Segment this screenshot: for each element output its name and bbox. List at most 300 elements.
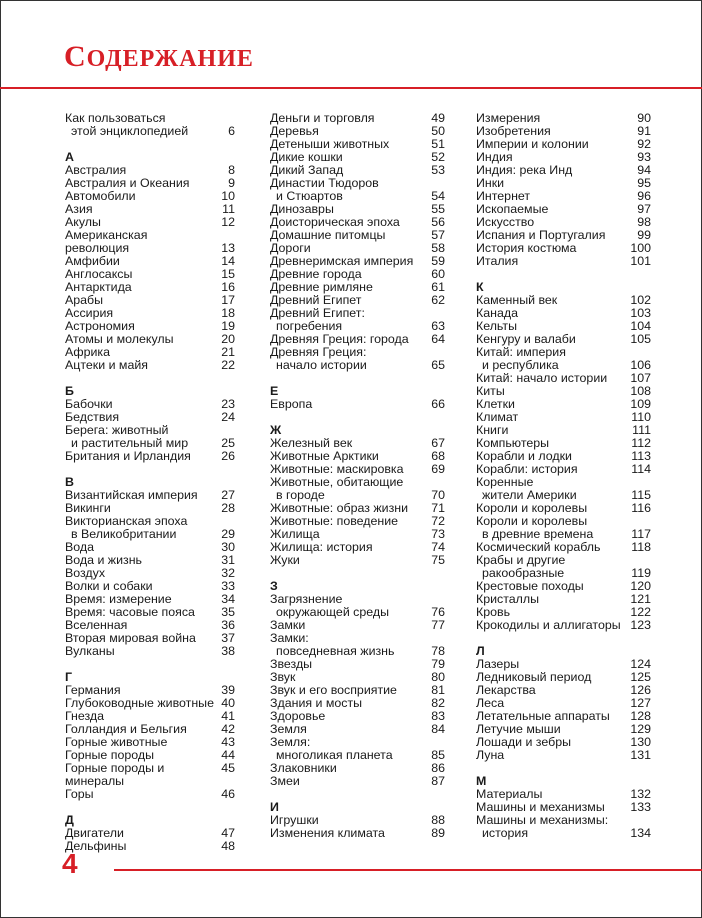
toc-page-number: 129 [630,722,651,736]
toc-entry-label: Динозавры [270,202,334,216]
toc-page-number: 17 [221,293,235,307]
toc-entry-label: Животные: поведение [270,514,399,528]
toc-entry-label: Коренные [476,475,534,489]
toc-entry-label: Древняя Греция: города [270,332,409,346]
toc-entry-label: Берега: животный [65,423,169,437]
toc-entry-label: Антарктида [65,280,132,294]
toc-page-number: 104 [630,319,651,333]
toc-page-number: 122 [630,605,651,619]
toc-entry-label: Деньги и торговля [270,111,375,125]
section-gap [270,411,445,424]
footer-rule [114,869,702,871]
toc-page-number: 101 [630,254,651,268]
toc-page-number: 28 [221,501,235,515]
toc-entry-label: Железный век [270,436,353,450]
toc-page-number: 25 [221,436,235,450]
toc-page-number: 120 [630,579,651,593]
toc-page-number: 27 [221,488,235,502]
section-gap [65,138,235,151]
toc-page-number: 33 [221,579,235,593]
toc-entry-label: Кенгуру и валаби [476,332,576,346]
toc-page-number: 92 [637,137,651,151]
toc-entry [65,840,235,853]
toc-entry [270,775,445,788]
toc-page-number: 8 [228,163,235,177]
toc-entry-label: Дороги [270,241,311,255]
toc-entry-label: Индия: река Инд [476,163,573,177]
toc-entry-label: Древнеримская империя [270,254,414,268]
toc-entry [476,255,651,268]
toc-entry [65,788,235,801]
toc-page-number: 70 [431,488,445,502]
toc-entry-label: Китай: начало истории [476,371,608,385]
toc-entry-label: Замки: [270,631,309,645]
section-letter: З [270,579,278,593]
toc-page-number: 73 [431,527,445,541]
toc-entry [476,619,651,632]
toc-entry-label: Замки [270,618,306,632]
toc-page-number: 88 [431,813,445,827]
toc-entry-label: Горные животные [65,735,168,749]
toc-page-number: 71 [431,501,445,515]
toc-entry-continuation: этой энциклопедией [71,124,189,138]
toc-entry-label: Космический корабль [476,540,601,554]
toc-page-number: 49 [431,111,445,125]
toc-page-number: 87 [431,774,445,788]
toc-entry-label: Короли и королевы [476,501,588,515]
toc-page-number: 117 [631,527,651,541]
toc-page-number: 45 [221,761,235,775]
section-letter: Б [65,384,74,398]
toc-entry-label: Вода [65,540,95,554]
section-letter: Ж [270,423,282,437]
toc-entry-label: Династии Тюдоров [270,176,379,190]
toc-entry [270,554,445,567]
toc-entry-label: Дикий Запад [270,163,344,177]
toc-entry-label: Бабочки [65,397,113,411]
toc-entry-label: Деревья [270,124,319,138]
toc-entry-label: Каменный век [476,293,558,307]
toc-page-number: 93 [637,150,651,164]
toc-entry-label: Вторая мировая война [65,631,196,645]
toc-entry-label: Материалы [476,787,543,801]
toc-entry-label: Германия [65,683,121,697]
toc-entry-continuation: история [482,826,529,840]
toc-page-number: 13 [221,241,235,255]
section-gap [65,463,235,476]
toc-entry-label: Кристаллы [476,592,540,606]
toc-page-number: 16 [221,280,235,294]
toc-page-number: 128 [630,709,651,723]
toc-page-number: 89 [431,826,445,840]
toc-page-number: 82 [431,696,445,710]
toc-entry-label: Игрушки [270,813,319,827]
toc-entry-continuation: и Стюартов [276,189,343,203]
toc-page-number: 42 [221,722,235,736]
toc-entry-label: Кельты [476,319,517,333]
section-gap [270,372,445,385]
toc-page-number: 130 [630,735,651,749]
toc-page-number: 44 [221,748,235,762]
toc-page-number: 115 [631,488,651,502]
toc-page-number: 24 [221,410,235,424]
toc-page-number: 37 [221,631,235,645]
page-title [64,40,254,74]
toc-page-number: 52 [431,150,445,164]
toc-entry-label: Горные породы и минералы [65,761,165,788]
toc-page-number: 113 [631,449,651,463]
toc-entry-label: Жуки [270,553,300,567]
toc-page-number: 41 [221,709,235,723]
toc-entry [270,359,445,372]
toc-entry-label: Американская [65,228,148,242]
toc-entry-continuation: повседневная жизнь [276,644,395,658]
toc-page-number: 127 [630,696,651,710]
toc-page-number: 132 [630,787,651,801]
toc-page-number: 79 [431,657,445,671]
toc-page-number: 100 [630,241,651,255]
toc-page-number: 90 [637,111,651,125]
toc-entry-label: История костюма [476,241,577,255]
toc-page-number: 26 [221,449,235,463]
toc-entry-label: Британия и Ирландия [65,449,191,463]
toc-entry-continuation: начало истории [276,358,367,372]
toc-page-number: 86 [431,761,445,775]
toc-entry-label: Вода и жизнь [65,553,142,567]
toc-entry-label: Италия [476,254,519,268]
toc-entry-label: Древний Египет: [270,306,365,320]
toc-page-number: 20 [221,332,235,346]
toc-entry-label: Викинги [65,501,111,515]
toc-page-number: 61 [431,280,445,294]
toc-page-number: 107 [630,371,651,385]
toc-entry-label: Животные Арктики [270,449,379,463]
toc-page-number: 10 [221,189,235,203]
toc-entry-label: Киты [476,384,505,398]
toc-page-number: 97 [637,202,651,216]
toc-entry-continuation: в Великобритании [71,527,177,541]
toc-page-number: 14 [221,254,235,268]
toc-page-number: 94 [637,163,651,177]
title-rest: ОДЕРЖАНИЕ [86,46,254,72]
toc-page-number: 99 [637,228,651,242]
toc-page-number: 108 [630,384,651,398]
toc-entry-label: Леса [476,696,505,710]
toc-page-number: 110 [631,410,651,424]
section-gap [270,567,445,580]
toc-page-number: 6 [228,124,235,138]
toc-page-number: 131 [630,748,651,762]
toc-entry-label: Животные, обитающие [270,475,404,489]
toc-page-number: 126 [630,683,651,697]
toc-entry-label: Ацтеки и майя [65,358,148,372]
toc-entry-label: Звезды [270,657,313,671]
toc-page-number: 43 [221,735,235,749]
toc-page-number: 50 [431,124,445,138]
toc-page-number: 78 [431,644,445,658]
toc-entry-label: Время: измерение [65,592,172,606]
toc-page-number: 21 [221,345,235,359]
section-letter: Г [65,670,73,684]
toc-page-number: 56 [431,215,445,229]
toc-entry-label: Гнезда [65,709,105,723]
toc-page-number: 91 [637,124,651,138]
toc-page-number: 40 [221,696,235,710]
toc-entry-label: Австралия и Океания [65,176,190,190]
toc-entry-label: Машины и механизмы [476,800,605,814]
toc-page-number: 81 [431,683,445,697]
toc-entry-label: Крокодилы и аллигаторы [476,618,621,632]
toc-entry [65,450,235,463]
toc-entry [476,749,651,762]
toc-page-number: 67 [431,436,445,450]
toc-entry-label: Интернет [476,189,531,203]
toc-page-number: 66 [431,397,445,411]
section-letter: Д [65,813,74,827]
toc-page-number: 124 [630,657,651,671]
toc-entry-label: Доисторическая эпоха [270,215,400,229]
section-letter: К [476,280,484,294]
toc-entry-label: Машины и механизмы: [476,813,609,827]
toc-page-number: 121 [630,592,651,606]
toc-page-number: 18 [221,306,235,320]
toc-entry-label: Амфибии [65,254,120,268]
toc-entry-label: Измерения [476,111,541,125]
toc-page-number: 72 [431,514,445,528]
toc-entry-label: Азия [65,202,93,216]
toc-entry-label: Лекарства [476,683,536,697]
toc-entry-label: Злаковники [270,761,337,775]
toc-page-number: 53 [431,163,445,177]
toc-entry-label: Звук и его восприятие [270,683,397,697]
toc-page-number: 116 [631,501,651,515]
toc-entry-label: Европа [270,397,313,411]
toc-entry-label: Как пользоваться [65,111,166,125]
toc-page-number: 55 [431,202,445,216]
toc-entry-label: Испания и Португалия [476,228,606,242]
toc-entry-continuation: в городе [276,488,325,502]
toc-entry [270,658,445,671]
toc-page-number: 109 [630,397,651,411]
toc-entry-label: Дикие кошки [270,150,343,164]
toc-entry-label: Древние римляне [270,280,373,294]
toc-entry-label: Кровь [476,605,511,619]
toc-page-number: 114 [631,462,651,476]
title-rule [0,87,702,89]
toc-entry-label: Крестовые походы [476,579,584,593]
toc-entry-label: Крабы и другие [476,553,566,567]
toc-entry-label: Корабли и лодки [476,449,572,463]
toc-column-2 [270,112,445,840]
toc-page-number: 85 [431,748,445,762]
toc-entry-continuation: и республика [482,358,559,372]
toc-entry [65,359,235,372]
toc-entry-label: Лазеры [476,657,520,671]
toc-page-number: 111 [632,423,651,437]
toc-entry-label: революция [65,241,130,255]
toc-page-number: 95 [637,176,651,190]
toc-page-number: 29 [221,527,235,541]
toc-entry-label: Жилища: история [270,540,373,554]
toc-page-number: 65 [431,358,445,372]
toc-entry-label: Земля: [270,735,311,749]
toc-entry-label: Змеи [270,774,300,788]
toc-page-number: 15 [221,267,235,281]
toc-entry [65,645,235,658]
toc-entry-label: Домашние питомцы [270,228,386,242]
toc-entry-label: Индия [476,150,513,164]
section-letter: А [65,150,74,164]
toc-page-number: 30 [221,540,235,554]
toc-page-number: 34 [221,592,235,606]
toc-entry-label: Климат [476,410,519,424]
toc-entry-label: Летательные аппараты [476,709,610,723]
toc-entry-label: Византийская империя [65,488,198,502]
toc-entry-label: Горы [65,787,94,801]
toc-entry-label: Канада [476,306,518,320]
section-letter: Л [476,644,485,658]
toc-page-number: 103 [630,306,651,320]
toc-entry [270,827,445,840]
toc-page-number: 59 [431,254,445,268]
toc-entry-label: Изменения климата [270,826,385,840]
toc-page-number: 47 [221,826,235,840]
toc-page-number: 22 [221,358,235,372]
toc-entry-label: Вулканы [65,644,115,658]
toc-page-number: 98 [637,215,651,229]
section-gap [476,632,651,645]
toc-entry-label: Китай: империя [476,345,566,359]
toc-entry-label: Древние города [270,267,362,281]
toc-entry [476,827,651,840]
toc-entry-label: Звук [270,670,296,684]
toc-entry-label: Англосаксы [65,267,133,281]
section-gap [476,268,651,281]
toc-page-number: 134 [630,826,651,840]
toc-entry-label: Загрязнение [270,592,343,606]
toc-page-number: 96 [637,189,651,203]
toc-page-number: 32 [221,566,235,580]
toc-entry [65,125,235,138]
section-letter: Е [270,384,279,398]
toc-page-number: 11 [222,202,235,216]
section-letter: М [476,774,487,788]
toc-entry-label: Клетки [476,397,515,411]
toc-page-number: 69 [431,462,445,476]
toc-page-number: 19 [221,319,235,333]
toc-entry-label: Двигатели [65,826,124,840]
toc-entry-label: Компьютеры [476,436,550,450]
toc-entry-label: Жилища [270,527,320,541]
toc-page-number: 68 [431,449,445,463]
toc-entry-continuation: многоликая планета [276,748,393,762]
toc-page-number: 112 [631,436,651,450]
toc-page-number: 31 [221,553,235,567]
toc-entry-label: Викторианская эпоха [65,514,188,528]
toc-entry-label: Африка [65,345,110,359]
toc-page-number: 39 [221,683,235,697]
toc-page-number: 119 [631,566,651,580]
toc-entry-label: Лошади и зебры [476,735,571,749]
toc-column-1 [65,112,235,853]
toc-page-number: 84 [431,722,445,736]
toc-entry-label: Инки [476,176,505,190]
section-gap [65,801,235,814]
toc-entry [65,762,235,788]
toc-page-number: 74 [431,540,445,554]
toc-page-number: 76 [431,605,445,619]
toc-page-number: 63 [431,319,445,333]
toc-page-number: 106 [630,358,651,372]
toc-entry-label: Время: часовые пояса [65,605,195,619]
toc-entry-label: Корабли: история [476,462,578,476]
toc-entry-label: Австралия [65,163,127,177]
toc-entry-label: Дельфины [65,839,127,853]
toc-page-number: 102 [630,293,651,307]
toc-page-number: 51 [431,137,445,151]
toc-entry-label: Животные: маскировка [270,462,404,476]
toc-entry-continuation: погребения [276,319,343,333]
toc-page-number: 125 [630,670,651,684]
toc-entry-label: Автомобили [65,189,136,203]
section-letter: И [270,800,279,814]
toc-entry-continuation: окружающей среды [276,605,390,619]
section-gap [65,372,235,385]
toc-entry-label: Голландия и Бельгия [65,722,187,736]
toc-column-3 [476,112,651,840]
section-gap [65,658,235,671]
toc-page-number: 57 [431,228,445,242]
toc-page-number: 118 [631,540,651,554]
toc-entry [270,398,445,411]
toc-entry-label: Животные: образ жизни [270,501,409,515]
toc-entry-label: Империи и колонии [476,137,589,151]
toc-entry-label: Ассирия [65,306,114,320]
toc-page-number: 48 [221,839,235,853]
toc-entry-label: Волки и собаки [65,579,153,593]
toc-page-number: 77 [431,618,445,632]
toc-entry-label: Древний Египет [270,293,362,307]
toc-page-number: 36 [221,618,235,632]
toc-page-number: 80 [431,670,445,684]
toc-page-number: 133 [630,800,651,814]
toc-entry-continuation: жители Америки [482,488,577,502]
toc-entry-label: Атомы и молекулы [65,332,174,346]
toc-entry-label: Здания и мосты [270,696,363,710]
section-gap [476,762,651,775]
title-initial: С [64,40,87,73]
toc-entry-label: Ископаемые [476,202,549,216]
toc-page-number: 9 [228,176,235,190]
toc-page-number: 83 [431,709,445,723]
toc-entry-label: Вселенная [65,618,128,632]
toc-page-number: 54 [431,189,445,203]
section-letter: В [65,475,74,489]
page-number: 4 [62,848,78,879]
toc-entry-label: Арабы [65,293,104,307]
toc-entry-continuation: ракообразные [482,566,565,580]
toc-page-number: 64 [431,332,445,346]
toc-entry-label: Горные породы [65,748,154,762]
toc-entry-label: Книги [476,423,509,437]
toc-page-number: 62 [431,293,445,307]
toc-page-number: 23 [221,397,235,411]
toc-entry-label: Глубоководные животные [65,696,214,710]
toc-page-number: 105 [630,332,651,346]
toc-entry-label: Здоровье [270,709,326,723]
toc-entry-label: Луна [476,748,505,762]
toc-page-number: 58 [431,241,445,255]
